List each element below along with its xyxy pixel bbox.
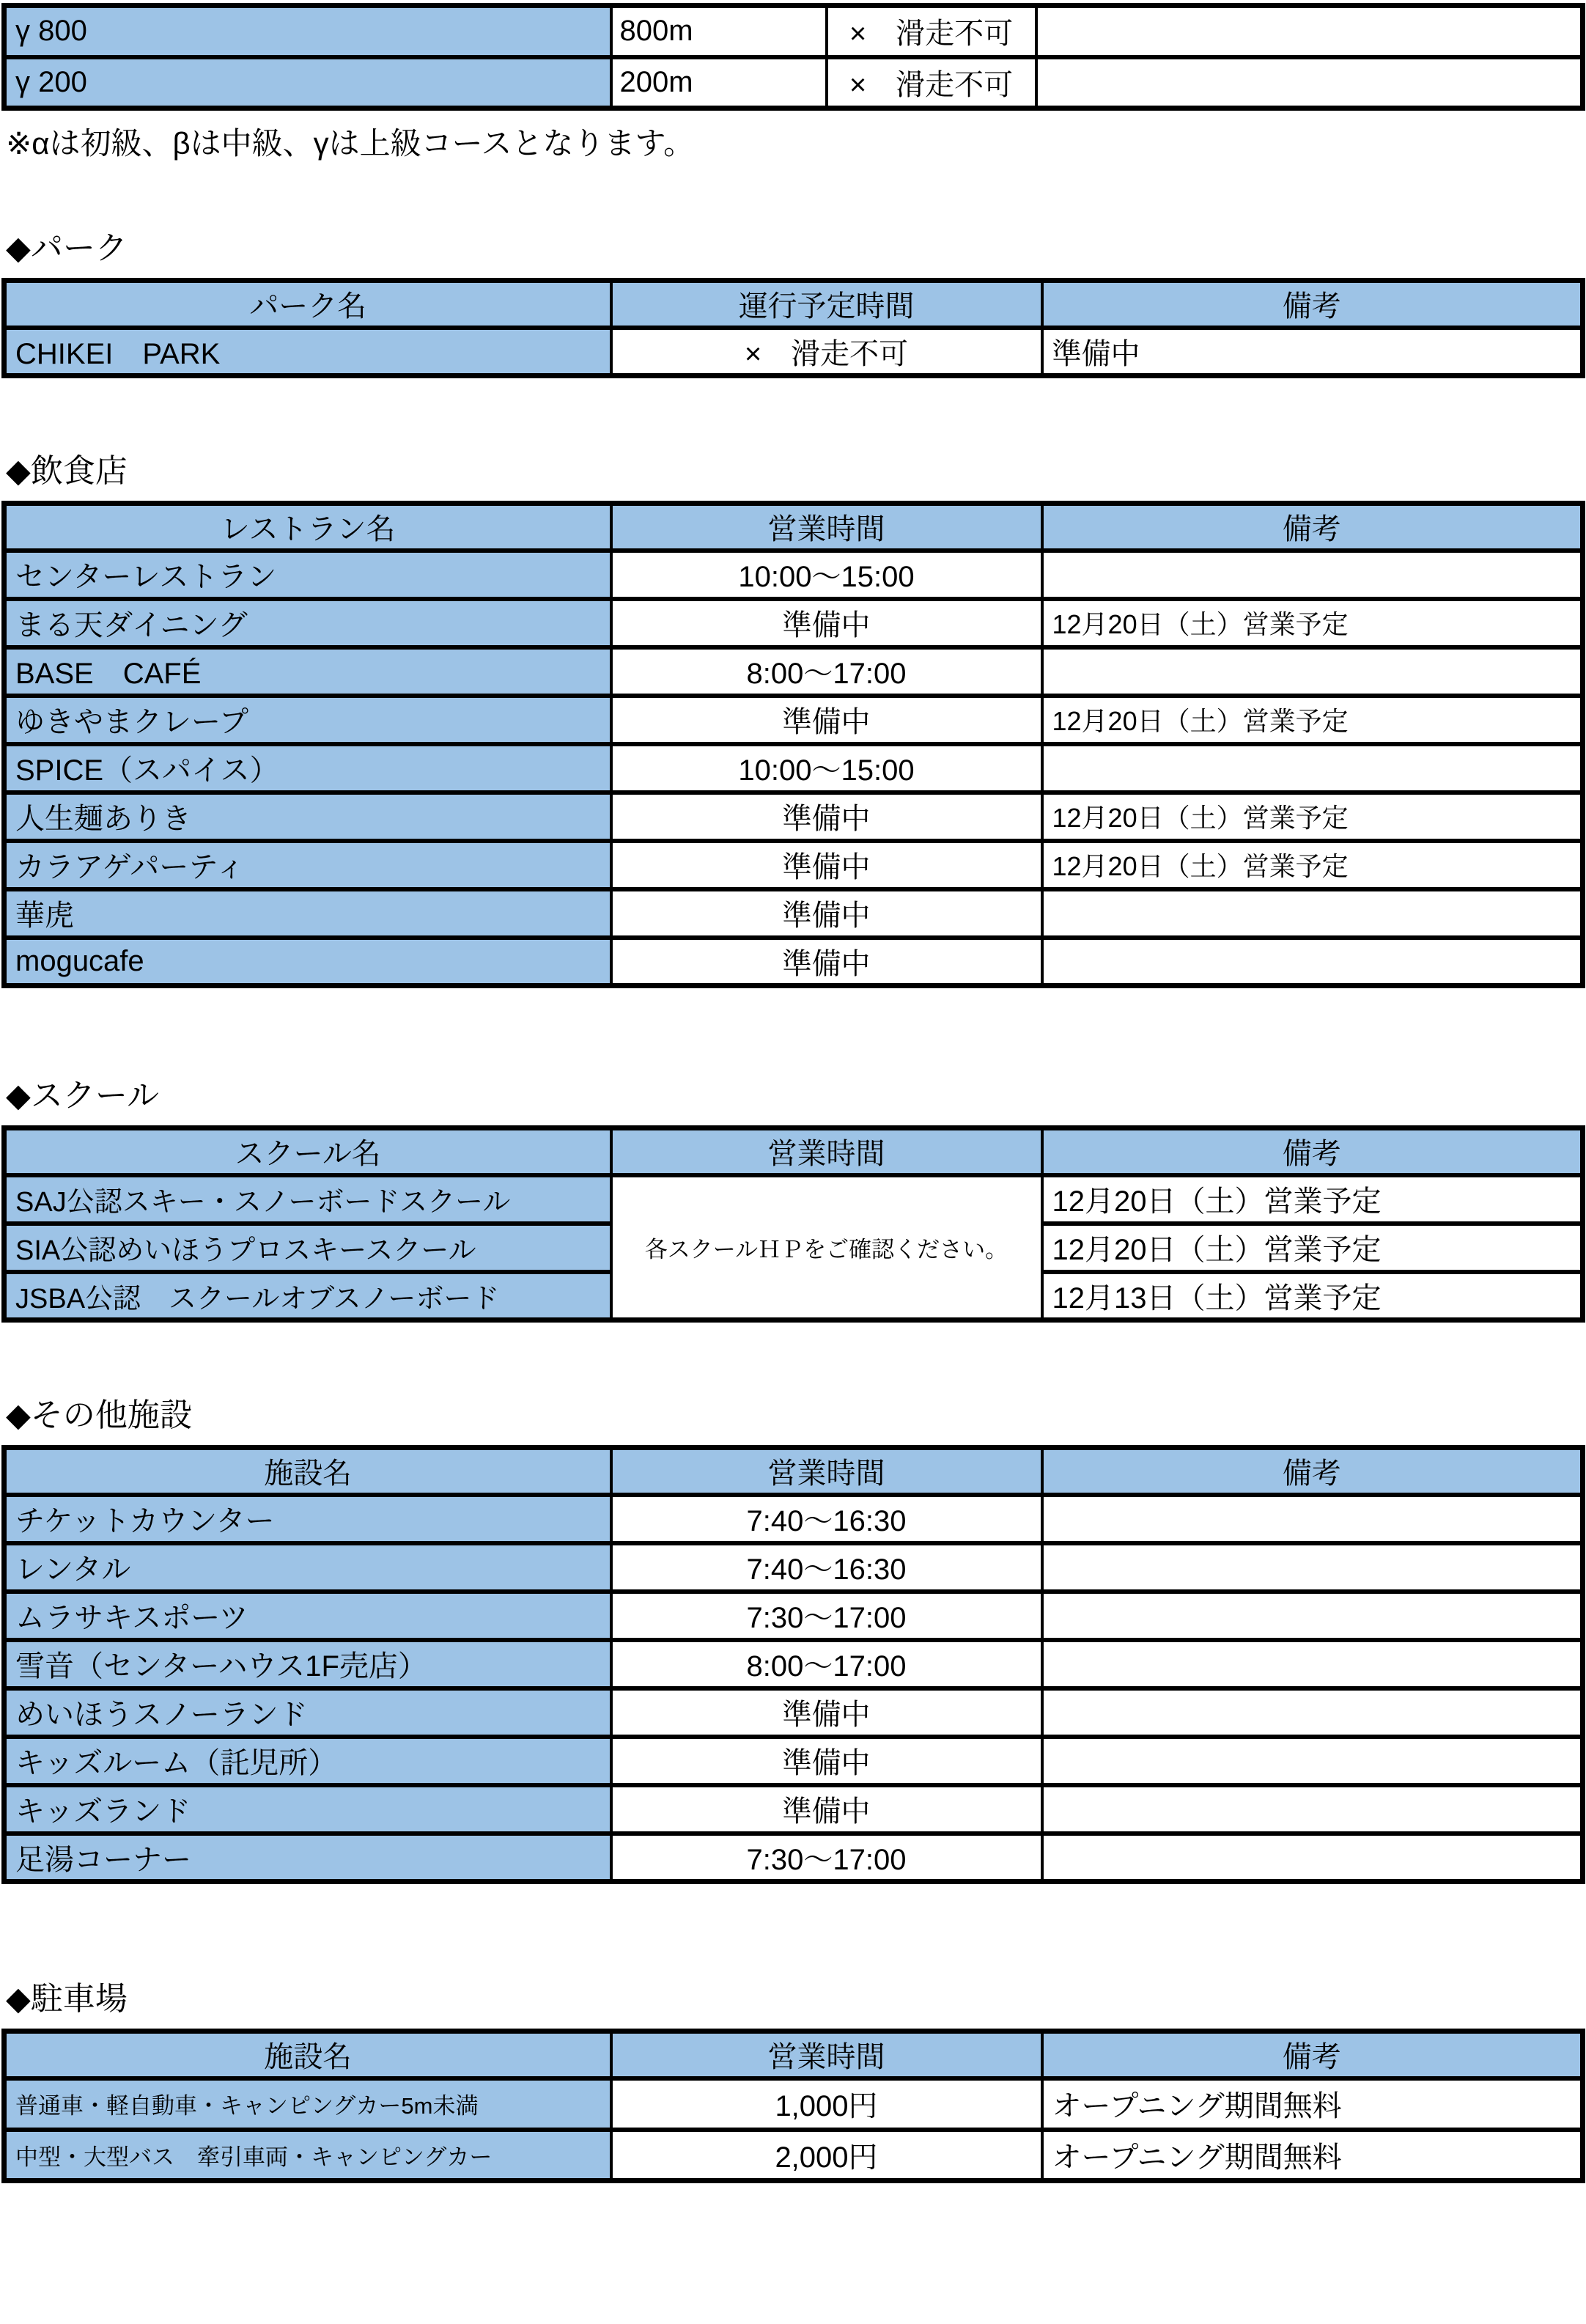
- facility-row: [4, 1834, 1583, 1882]
- facilities-header-time: 営業時間: [611, 1448, 1042, 1495]
- restaurant-remark-cell: [1042, 938, 1583, 986]
- facilities-header-remark: 備考: [1042, 1448, 1583, 1495]
- parking-header-remark: 備考: [1042, 2031, 1583, 2078]
- course-name-cell: γ 800: [4, 6, 611, 57]
- restaurant-row: [4, 889, 1583, 938]
- parking-row: [4, 2130, 1583, 2181]
- restaurant-row: [4, 938, 1583, 986]
- school-remark-cell: 12月20日（土）営業予定: [1042, 1175, 1583, 1224]
- restaurant-name-cell: 人生麺ありき: [4, 793, 611, 841]
- park-table: [1, 278, 1585, 378]
- school-header-row: [4, 1128, 1583, 1175]
- parking-time-cell: 1,000円: [611, 2078, 1042, 2130]
- parking-remark-cell: オープニング期間無料: [1042, 2078, 1583, 2130]
- park-remark-cell: 準備中: [1042, 328, 1583, 376]
- restaurant-row: [4, 793, 1583, 841]
- park-time-cell: × 滑走不可: [611, 328, 1042, 376]
- school-remark-cell: 12月13日（土）営業予定: [1042, 1272, 1583, 1320]
- restaurant-name-cell: SPICE（スパイス）: [4, 744, 611, 793]
- facility-name-cell: キッズランド: [4, 1785, 611, 1834]
- facility-time-cell: 準備中: [611, 1737, 1042, 1785]
- restaurant-remark-cell: 12月20日（土）営業予定: [1042, 599, 1583, 647]
- parking-header-time: 営業時間: [611, 2031, 1042, 2078]
- restaurant-row: [4, 599, 1583, 647]
- section-title-school: ◆スクール: [6, 1078, 159, 1114]
- park-header-time: 運行予定時間: [611, 281, 1042, 328]
- restaurant-row: [4, 647, 1583, 696]
- parking-header-name: 施設名: [4, 2031, 611, 2078]
- facility-name-cell: ムラサキスポーツ: [4, 1592, 611, 1640]
- school-name-cell: JSBA公認 スクールオブスノーボード: [4, 1272, 611, 1320]
- park-header-remark: 備考: [1042, 281, 1583, 328]
- facility-row: [4, 1785, 1583, 1834]
- course-length-cell: 800m: [611, 6, 827, 57]
- parking-name-cell: 普通車・軽自動車・キャンピングカー5m未満: [4, 2078, 611, 2130]
- parking-time-cell: 2,000円: [611, 2130, 1042, 2181]
- restaurant-row: [4, 696, 1583, 744]
- course-status-cell: × 滑走不可: [827, 57, 1036, 109]
- facility-time-cell: 準備中: [611, 1688, 1042, 1737]
- facility-remark-cell: [1042, 1688, 1583, 1737]
- facilities-header-row: [4, 1448, 1583, 1495]
- school-name-cell: SAJ公認スキー・スノーボードスクール: [4, 1175, 611, 1224]
- facility-name-cell: めいほうスノーランド: [4, 1688, 611, 1737]
- facility-remark-cell: [1042, 1785, 1583, 1834]
- facility-time-cell: 8:00～17:00: [611, 1640, 1042, 1688]
- restaurant-row: [4, 744, 1583, 793]
- parking-row: [4, 2078, 1583, 2130]
- restaurant-row: [4, 551, 1583, 599]
- restaurant-remark-cell: 12月20日（土）営業予定: [1042, 841, 1583, 889]
- facilities-header-name: 施設名: [4, 1448, 611, 1495]
- restaurant-name-cell: ゆきやまクレープ: [4, 696, 611, 744]
- course-status-cell: × 滑走不可: [827, 6, 1036, 57]
- parking-table: [1, 2029, 1585, 2183]
- restaurant-row: [4, 841, 1583, 889]
- park-name-cell: CHIKEI PARK: [4, 328, 611, 376]
- facilities-table: [1, 1445, 1585, 1884]
- restaurant-remark-cell: 12月20日（土）営業予定: [1042, 696, 1583, 744]
- school-header-time: 営業時間: [611, 1128, 1042, 1175]
- facility-name-cell: チケットカウンター: [4, 1495, 611, 1543]
- restaurant-name-cell: BASE CAFÉ: [4, 647, 611, 696]
- restaurant-name-cell: まる天ダイニング: [4, 599, 611, 647]
- school-name-cell: SIA公認めいほうプロスキースクール: [4, 1224, 611, 1272]
- section-title-park: ◆パーク: [6, 230, 128, 266]
- facility-name-cell: 雪音（センターハウス1F売店）: [4, 1640, 611, 1688]
- course-row: [4, 57, 1583, 109]
- school-table: [1, 1125, 1585, 1323]
- course-remark-cell: [1036, 57, 1583, 109]
- restaurant-time-cell: 準備中: [611, 938, 1042, 986]
- facility-name-cell: 足湯コーナー: [4, 1834, 611, 1882]
- restaurant-name-cell: カラアゲパーティ: [4, 841, 611, 889]
- facility-row: [4, 1543, 1583, 1592]
- facility-time-cell: 7:30～17:00: [611, 1592, 1042, 1640]
- park-header-row: [4, 281, 1583, 328]
- school-header-name: スクール名: [4, 1128, 611, 1175]
- facility-remark-cell: [1042, 1543, 1583, 1592]
- restaurant-remark-cell: [1042, 647, 1583, 696]
- course-length-cell: 200m: [611, 57, 827, 109]
- section-title-parking: ◆駐車場: [6, 1981, 128, 2017]
- course-level-note: ※αは初級、βは中級、γは上級コースとなります。: [6, 126, 695, 161]
- facility-remark-cell: [1042, 1737, 1583, 1785]
- school-header-remark: 備考: [1042, 1128, 1583, 1175]
- facility-row: [4, 1688, 1583, 1737]
- restaurant-remark-cell: [1042, 551, 1583, 599]
- restaurant-remark-cell: [1042, 889, 1583, 938]
- facility-remark-cell: [1042, 1592, 1583, 1640]
- restaurant-time-cell: 準備中: [611, 841, 1042, 889]
- facility-name-cell: レンタル: [4, 1543, 611, 1592]
- restaurant-time-cell: 準備中: [611, 599, 1042, 647]
- parking-remark-cell: オープニング期間無料: [1042, 2130, 1583, 2181]
- restaurant-time-cell: 10:00～15:00: [611, 744, 1042, 793]
- restaurant-time-cell: 準備中: [611, 793, 1042, 841]
- restaurant-time-cell: 8:00～17:00: [611, 647, 1042, 696]
- course-remark-cell: [1036, 6, 1583, 57]
- restaurant-name-cell: センターレストラン: [4, 551, 611, 599]
- restaurant-time-cell: 10:00～15:00: [611, 551, 1042, 599]
- facility-time-cell: 7:40～16:30: [611, 1543, 1042, 1592]
- school-row: [4, 1175, 1583, 1224]
- restaurants-table: [1, 501, 1585, 988]
- restaurants-header-remark: 備考: [1042, 504, 1583, 551]
- restaurant-time-cell: 準備中: [611, 889, 1042, 938]
- restaurant-name-cell: mogucafe: [4, 938, 611, 986]
- facility-remark-cell: [1042, 1495, 1583, 1543]
- parking-header-row: [4, 2031, 1583, 2078]
- restaurant-name-cell: 華虎: [4, 889, 611, 938]
- course-table: [1, 3, 1585, 111]
- school-remark-cell: 12月20日（土）営業予定: [1042, 1224, 1583, 1272]
- parking-name-cell: 中型・大型バス 牽引車両・キャンピングカー: [4, 2130, 611, 2181]
- facility-remark-cell: [1042, 1834, 1583, 1882]
- restaurants-header-row: [4, 504, 1583, 551]
- facility-remark-cell: [1042, 1640, 1583, 1688]
- facility-name-cell: キッズルーム（託児所）: [4, 1737, 611, 1785]
- restaurant-remark-cell: 12月20日（土）営業予定: [1042, 793, 1583, 841]
- restaurant-time-cell: 準備中: [611, 696, 1042, 744]
- section-title-facilities: ◆その他施設: [6, 1397, 192, 1433]
- facility-row: [4, 1737, 1583, 1785]
- facility-time-cell: 準備中: [611, 1785, 1042, 1834]
- restaurants-header-name: レストラン名: [4, 504, 611, 551]
- park-row: [4, 328, 1583, 376]
- facility-time-cell: 7:40～16:30: [611, 1495, 1042, 1543]
- school-merged-time-cell: 各スクールＨＰをご確認ください。: [611, 1175, 1042, 1320]
- course-row: [4, 6, 1583, 57]
- course-name-cell: γ 200: [4, 57, 611, 109]
- facility-row: [4, 1592, 1583, 1640]
- facility-time-cell: 7:30～17:00: [611, 1834, 1042, 1882]
- facility-row: [4, 1640, 1583, 1688]
- section-title-restaurants: ◆飲食店: [6, 453, 128, 489]
- park-header-name: パーク名: [4, 281, 611, 328]
- facility-row: [4, 1495, 1583, 1543]
- restaurants-header-time: 営業時間: [611, 504, 1042, 551]
- restaurant-remark-cell: [1042, 744, 1583, 793]
